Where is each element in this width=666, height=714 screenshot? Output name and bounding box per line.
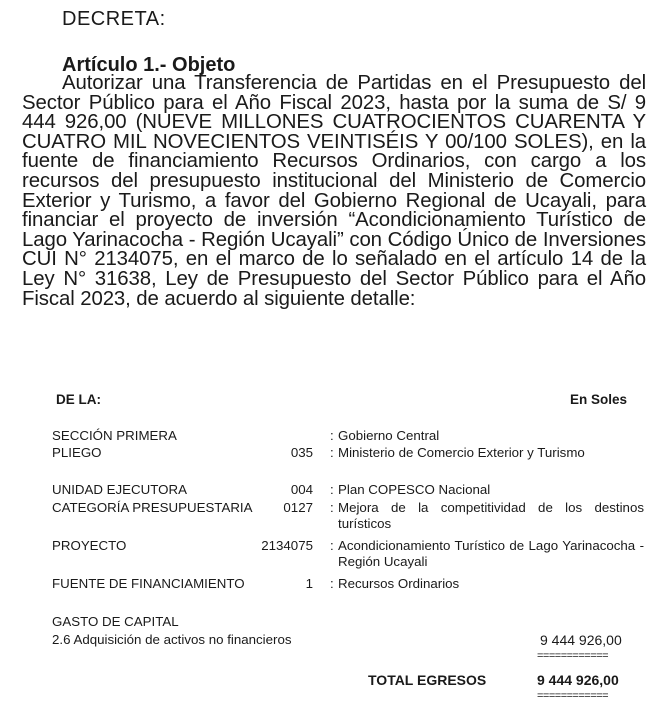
row-value: Acondicionamiento Turístico de Lago Yarinacocha - Región Ucayali: [338, 538, 644, 569]
table-header-currency: En Soles: [570, 392, 628, 407]
row-colon: :: [330, 500, 334, 515]
table-row-fuente: [52, 576, 644, 592]
row-code: 1: [305, 576, 313, 591]
row-code: 0127: [283, 500, 313, 515]
row-colon: :: [330, 576, 334, 591]
row-label: PROYECTO: [52, 538, 127, 553]
row-colon: :: [330, 538, 334, 553]
gasto-amount: 9 444 926,00: [540, 632, 622, 648]
article-title: Artículo 1.- Objeto: [62, 54, 236, 76]
row-colon: :: [330, 428, 334, 443]
table-row-pliego: [52, 445, 644, 461]
row-value: Recursos Ordinarios: [338, 576, 460, 591]
row-label: CATEGORÍA PRESUPUESTARIA: [52, 500, 253, 515]
total-amount: 9 444 926,00: [537, 672, 619, 688]
table-row-unidad: [52, 482, 644, 498]
row-label: SECCIÓN PRIMERA: [52, 428, 177, 443]
table-row-proyecto: [52, 538, 644, 569]
row-code: 004: [290, 482, 313, 497]
row-label: UNIDAD EJECUTORA: [52, 482, 187, 497]
separator-line: ============: [537, 650, 609, 662]
row-code: 035: [290, 445, 313, 460]
table-row-seccion: [52, 428, 644, 444]
total-label: TOTAL EGRESOS: [368, 672, 487, 688]
row-label: PLIEGO: [52, 445, 102, 460]
table-header-origin: DE LA:: [56, 392, 101, 407]
row-value: Mejora de la competitividad de los destinos turísticos: [338, 500, 644, 531]
gasto-item: 2.6 Adquisición de activos no financieros: [52, 632, 292, 647]
row-label: FUENTE DE FINANCIAMIENTO: [52, 576, 245, 591]
decreta-heading: DECRETA:: [62, 8, 166, 30]
row-value: Plan COPESCO Nacional: [338, 482, 491, 497]
table-row-categoria: [52, 500, 644, 531]
row-colon: :: [330, 445, 334, 460]
gasto-title: GASTO DE CAPITAL: [52, 614, 179, 629]
row-code: 2134075: [261, 538, 313, 553]
row-colon: :: [330, 482, 334, 497]
article-paragraph: Autorizar una Transferencia de Partidas en el Presupuesto del Sector Público para el Año Fiscal 2023, hasta por la suma de S/ 9 444 926,00 (NUEVE MILLONES CUATROCIENTOS CUARENTA Y CUATRO MIL NOVECIENTOS VEINTISÉIS Y 00/100 SOLES), en la fuente de financiamiento Recursos Ordinarios, con cargo a los recursos del presupuesto institucional del Ministerio de Comercio Exterior y Turismo, a favor del Gobierno Regional de Ucayali, para financiar el proyecto de inversión “Acondicionamiento Turístico de Lago Yarinacocha - Región Ucayali” con Código Único de Inversiones CUI N° 2134075, en el marco de lo señalado en el artículo 14 de la Ley N° 31638, Ley de Presupuesto del Sector Público para el Año Fiscal 2023, de acuerdo al siguiente detalle:: [22, 72, 646, 310]
separator-line-bottom: ============: [537, 690, 609, 702]
row-value: Gobierno Central: [338, 428, 440, 443]
row-value: Ministerio de Comercio Exterior y Turismo: [338, 445, 585, 460]
